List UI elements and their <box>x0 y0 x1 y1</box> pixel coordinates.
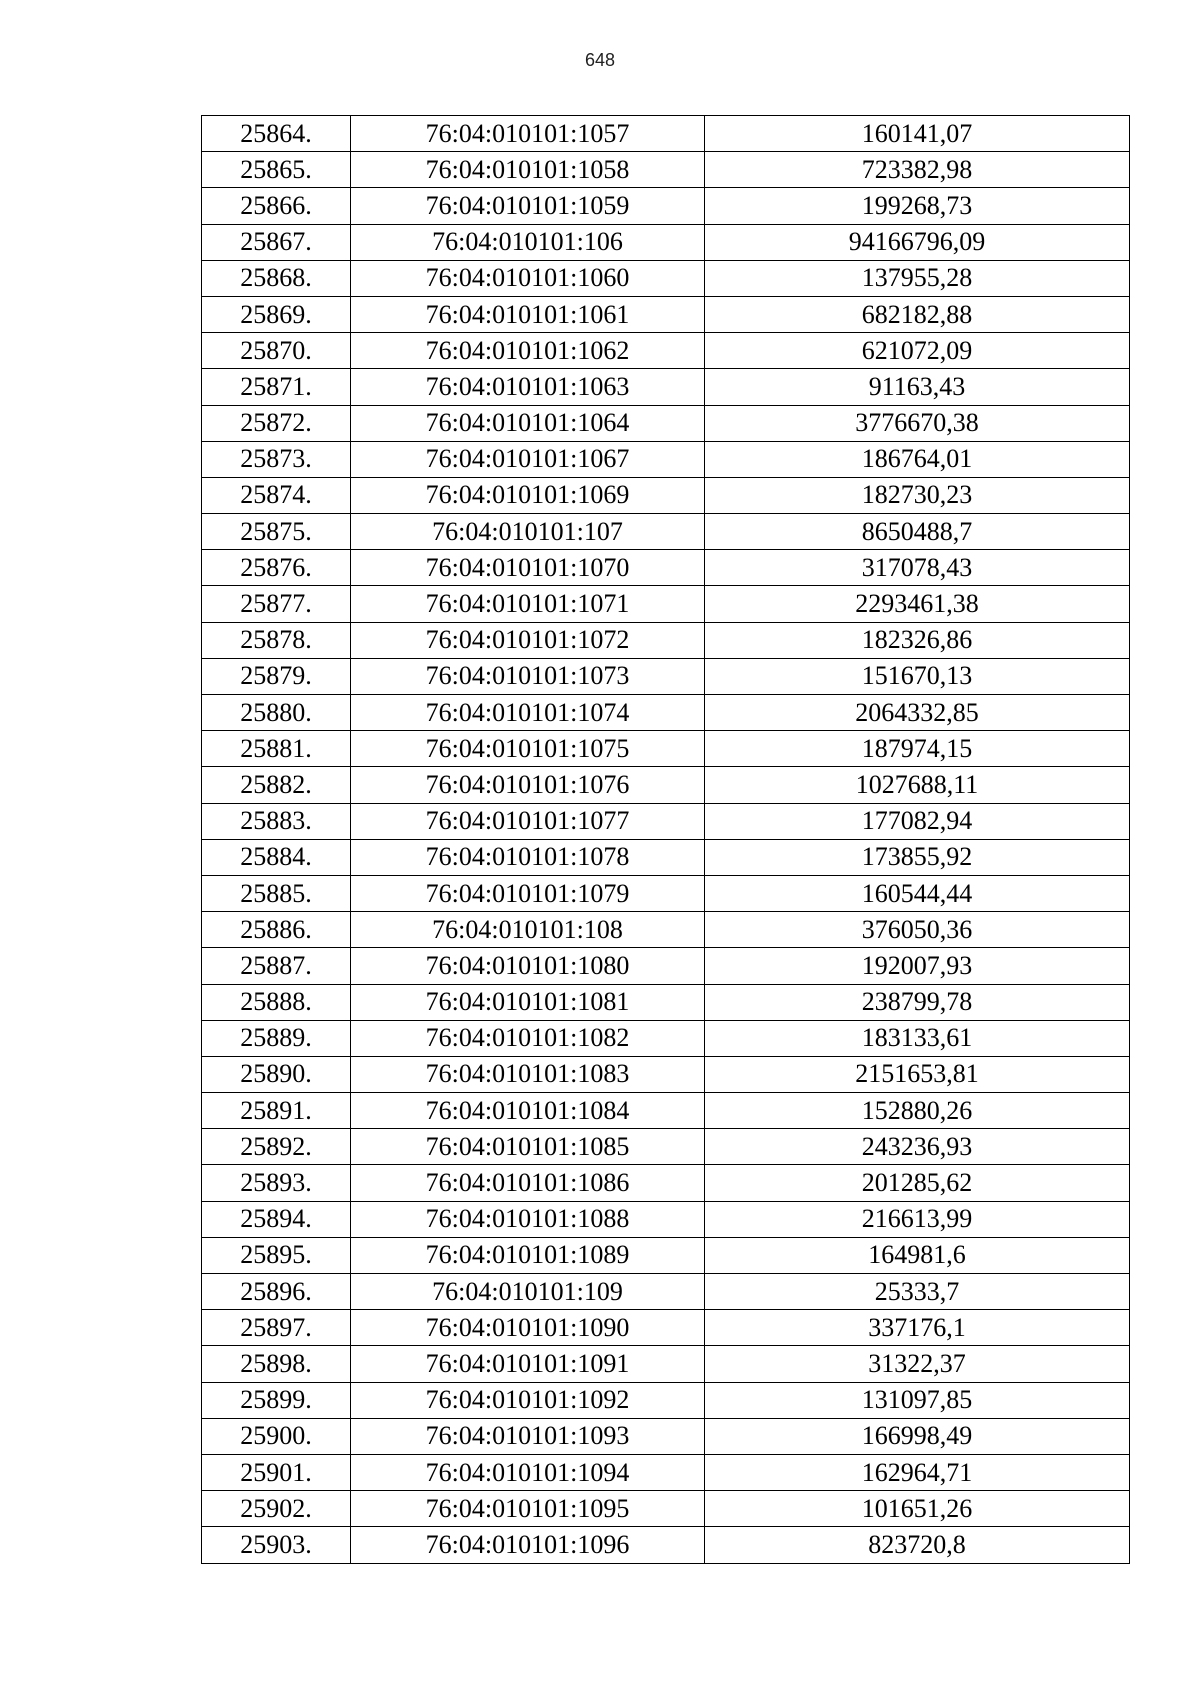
cadastral-value-cell: 337176,1 <box>705 1310 1130 1346</box>
row-number-cell: 25893. <box>202 1165 351 1201</box>
row-number-cell: 25867. <box>202 224 351 260</box>
cadastral-value-cell: 166998,49 <box>705 1418 1130 1454</box>
table-row <box>202 188 1130 224</box>
row-number-cell: 25898. <box>202 1346 351 1382</box>
table-row <box>202 514 1130 550</box>
row-number-cell: 25878. <box>202 622 351 658</box>
table-row <box>202 1165 1130 1201</box>
cadastral-value-cell: 2293461,38 <box>705 586 1130 622</box>
cadastral-number-cell: 76:04:010101:1075 <box>351 731 705 767</box>
cadastral-number-cell: 76:04:010101:109 <box>351 1274 705 1310</box>
row-number-cell: 25887. <box>202 948 351 984</box>
cadastral-number-cell: 76:04:010101:108 <box>351 912 705 948</box>
row-number-cell: 25884. <box>202 839 351 875</box>
cadastral-value-cell: 91163,43 <box>705 369 1130 405</box>
cadastral-value-cell: 162964,71 <box>705 1454 1130 1490</box>
row-number-cell: 25870. <box>202 333 351 369</box>
table-row <box>202 1454 1130 1490</box>
row-number-cell: 25866. <box>202 188 351 224</box>
cadastral-value-cell: 3776670,38 <box>705 405 1130 441</box>
cadastral-value-cell: 2064332,85 <box>705 695 1130 731</box>
cadastral-value-cell: 160141,07 <box>705 116 1130 152</box>
cadastral-value-cell: 187974,15 <box>705 731 1130 767</box>
row-number-cell: 25864. <box>202 116 351 152</box>
row-number-cell: 25865. <box>202 152 351 188</box>
cadastral-value-cell: 25333,7 <box>705 1274 1130 1310</box>
cadastral-value-cell: 31322,37 <box>705 1346 1130 1382</box>
cadastral-value-cell: 94166796,09 <box>705 224 1130 260</box>
table-row <box>202 152 1130 188</box>
table-row <box>202 1201 1130 1237</box>
cadastral-value-cell: 182326,86 <box>705 622 1130 658</box>
table-row <box>202 1346 1130 1382</box>
cadastral-number-cell: 76:04:010101:1096 <box>351 1527 705 1563</box>
row-number-cell: 25889. <box>202 1020 351 1056</box>
cadastral-value-cell: 723382,98 <box>705 152 1130 188</box>
row-number-cell: 25891. <box>202 1093 351 1129</box>
cadastral-value-cell: 183133,61 <box>705 1020 1130 1056</box>
table-row <box>202 296 1130 332</box>
table-row <box>202 1237 1130 1273</box>
cadastral-value-cell: 682182,88 <box>705 296 1130 332</box>
cadastral-number-cell: 76:04:010101:1070 <box>351 550 705 586</box>
cadastral-number-cell: 76:04:010101:1094 <box>351 1454 705 1490</box>
cadastral-value-cell: 2151653,81 <box>705 1056 1130 1092</box>
table-row <box>202 984 1130 1020</box>
cadastral-value-cell: 164981,6 <box>705 1237 1130 1273</box>
row-number-cell: 25903. <box>202 1527 351 1563</box>
table-row <box>202 912 1130 948</box>
table-row <box>202 1274 1130 1310</box>
cadastral-value-cell: 182730,23 <box>705 477 1130 513</box>
row-number-cell: 25880. <box>202 695 351 731</box>
cadastral-number-cell: 76:04:010101:1089 <box>351 1237 705 1273</box>
row-number-cell: 25883. <box>202 803 351 839</box>
row-number-cell: 25886. <box>202 912 351 948</box>
cadastral-number-cell: 76:04:010101:1092 <box>351 1382 705 1418</box>
row-number-cell: 25892. <box>202 1129 351 1165</box>
table-row <box>202 260 1130 296</box>
cadastral-value-cell: 177082,94 <box>705 803 1130 839</box>
table-row <box>202 224 1130 260</box>
table-row <box>202 803 1130 839</box>
cadastral-value-cell: 1027688,11 <box>705 767 1130 803</box>
table-row <box>202 658 1130 694</box>
cadastral-value-cell: 216613,99 <box>705 1201 1130 1237</box>
table-row <box>202 1093 1130 1129</box>
table-row <box>202 477 1130 513</box>
row-number-cell: 25873. <box>202 441 351 477</box>
table-row <box>202 839 1130 875</box>
cadastral-number-cell: 76:04:010101:106 <box>351 224 705 260</box>
cadastral-number-cell: 76:04:010101:1095 <box>351 1491 705 1527</box>
table-row <box>202 116 1130 152</box>
cadastral-number-cell: 76:04:010101:1063 <box>351 369 705 405</box>
cadastral-value-cell: 238799,78 <box>705 984 1130 1020</box>
page-number: 648 <box>584 50 616 70</box>
row-number-cell: 25876. <box>202 550 351 586</box>
cadastral-number-cell: 76:04:010101:1088 <box>351 1201 705 1237</box>
table-row <box>202 695 1130 731</box>
row-number-cell: 25877. <box>202 586 351 622</box>
cadastral-number-cell: 76:04:010101:1086 <box>351 1165 705 1201</box>
row-number-cell: 25902. <box>202 1491 351 1527</box>
cadastral-number-cell: 76:04:010101:1064 <box>351 405 705 441</box>
cadastral-value-cell: 317078,43 <box>705 550 1130 586</box>
cadastral-value-cell: 152880,26 <box>705 1093 1130 1129</box>
cadastral-number-cell: 76:04:010101:1067 <box>351 441 705 477</box>
table-row <box>202 622 1130 658</box>
row-number-cell: 25871. <box>202 369 351 405</box>
row-number-cell: 25890. <box>202 1056 351 1092</box>
table-row <box>202 1129 1130 1165</box>
cadastral-value-cell: 137955,28 <box>705 260 1130 296</box>
cadastral-number-cell: 76:04:010101:1079 <box>351 875 705 911</box>
row-number-cell: 25901. <box>202 1454 351 1490</box>
cadastral-number-cell: 76:04:010101:1058 <box>351 152 705 188</box>
table-row <box>202 333 1130 369</box>
cadastral-number-cell: 76:04:010101:107 <box>351 514 705 550</box>
cadastral-value-cell: 101651,26 <box>705 1491 1130 1527</box>
cadastral-number-cell: 76:04:010101:1069 <box>351 477 705 513</box>
cadastral-value-cell: 131097,85 <box>705 1382 1130 1418</box>
cadastral-number-cell: 76:04:010101:1072 <box>351 622 705 658</box>
cadastral-value-cell: 199268,73 <box>705 188 1130 224</box>
cadastral-number-cell: 76:04:010101:1059 <box>351 188 705 224</box>
cadastral-number-cell: 76:04:010101:1082 <box>351 1020 705 1056</box>
table-row <box>202 767 1130 803</box>
row-number-cell: 25899. <box>202 1382 351 1418</box>
row-number-cell: 25872. <box>202 405 351 441</box>
cadastral-number-cell: 76:04:010101:1071 <box>351 586 705 622</box>
table-row <box>202 550 1130 586</box>
cadastral-number-cell: 76:04:010101:1091 <box>351 1346 705 1382</box>
row-number-cell: 25875. <box>202 514 351 550</box>
cadastral-value-cell: 160544,44 <box>705 875 1130 911</box>
table-row <box>202 405 1130 441</box>
row-number-cell: 25895. <box>202 1237 351 1273</box>
table-row <box>202 948 1130 984</box>
cadastral-value-cell: 173855,92 <box>705 839 1130 875</box>
row-number-cell: 25888. <box>202 984 351 1020</box>
row-number-cell: 25897. <box>202 1310 351 1346</box>
row-number-cell: 25882. <box>202 767 351 803</box>
row-number-cell: 25868. <box>202 260 351 296</box>
cadastral-number-cell: 76:04:010101:1085 <box>351 1129 705 1165</box>
table-row <box>202 1382 1130 1418</box>
table-row <box>202 1310 1130 1346</box>
cadastral-number-cell: 76:04:010101:1057 <box>351 116 705 152</box>
cadastral-number-cell: 76:04:010101:1078 <box>351 839 705 875</box>
row-number-cell: 25869. <box>202 296 351 332</box>
cadastral-value-cell: 621072,09 <box>705 333 1130 369</box>
cadastral-number-cell: 76:04:010101:1090 <box>351 1310 705 1346</box>
row-number-cell: 25881. <box>202 731 351 767</box>
table-row <box>202 586 1130 622</box>
cadastral-number-cell: 76:04:010101:1083 <box>351 1056 705 1092</box>
cadastral-value-cell: 186764,01 <box>705 441 1130 477</box>
row-number-cell: 25879. <box>202 658 351 694</box>
cadastral-number-cell: 76:04:010101:1073 <box>351 658 705 694</box>
cadastral-number-cell: 76:04:010101:1077 <box>351 803 705 839</box>
cadastral-number-cell: 76:04:010101:1080 <box>351 948 705 984</box>
cadastral-value-cell: 192007,93 <box>705 948 1130 984</box>
table-row <box>202 1491 1130 1527</box>
table-body <box>202 116 1130 1564</box>
row-number-cell: 25900. <box>202 1418 351 1454</box>
cadastral-number-cell: 76:04:010101:1062 <box>351 333 705 369</box>
table-row <box>202 1418 1130 1454</box>
row-number-cell: 25896. <box>202 1274 351 1310</box>
table-row <box>202 441 1130 477</box>
cadastral-number-cell: 76:04:010101:1093 <box>351 1418 705 1454</box>
row-number-cell: 25885. <box>202 875 351 911</box>
table-row <box>202 369 1130 405</box>
cadastral-value-table <box>201 115 1130 1564</box>
table-row <box>202 1527 1130 1563</box>
cadastral-number-cell: 76:04:010101:1061 <box>351 296 705 332</box>
row-number-cell: 25874. <box>202 477 351 513</box>
table-row <box>202 731 1130 767</box>
table-row <box>202 875 1130 911</box>
cadastral-number-cell: 76:04:010101:1084 <box>351 1093 705 1129</box>
table-row <box>202 1020 1130 1056</box>
cadastral-number-cell: 76:04:010101:1060 <box>351 260 705 296</box>
table-row <box>202 1056 1130 1092</box>
cadastral-value-cell: 823720,8 <box>705 1527 1130 1563</box>
cadastral-value-cell: 8650488,7 <box>705 514 1130 550</box>
cadastral-value-cell: 376050,36 <box>705 912 1130 948</box>
cadastral-value-cell: 201285,62 <box>705 1165 1130 1201</box>
cadastral-number-cell: 76:04:010101:1076 <box>351 767 705 803</box>
row-number-cell: 25894. <box>202 1201 351 1237</box>
cadastral-number-cell: 76:04:010101:1074 <box>351 695 705 731</box>
cadastral-value-cell: 243236,93 <box>705 1129 1130 1165</box>
cadastral-value-cell: 151670,13 <box>705 658 1130 694</box>
cadastral-number-cell: 76:04:010101:1081 <box>351 984 705 1020</box>
